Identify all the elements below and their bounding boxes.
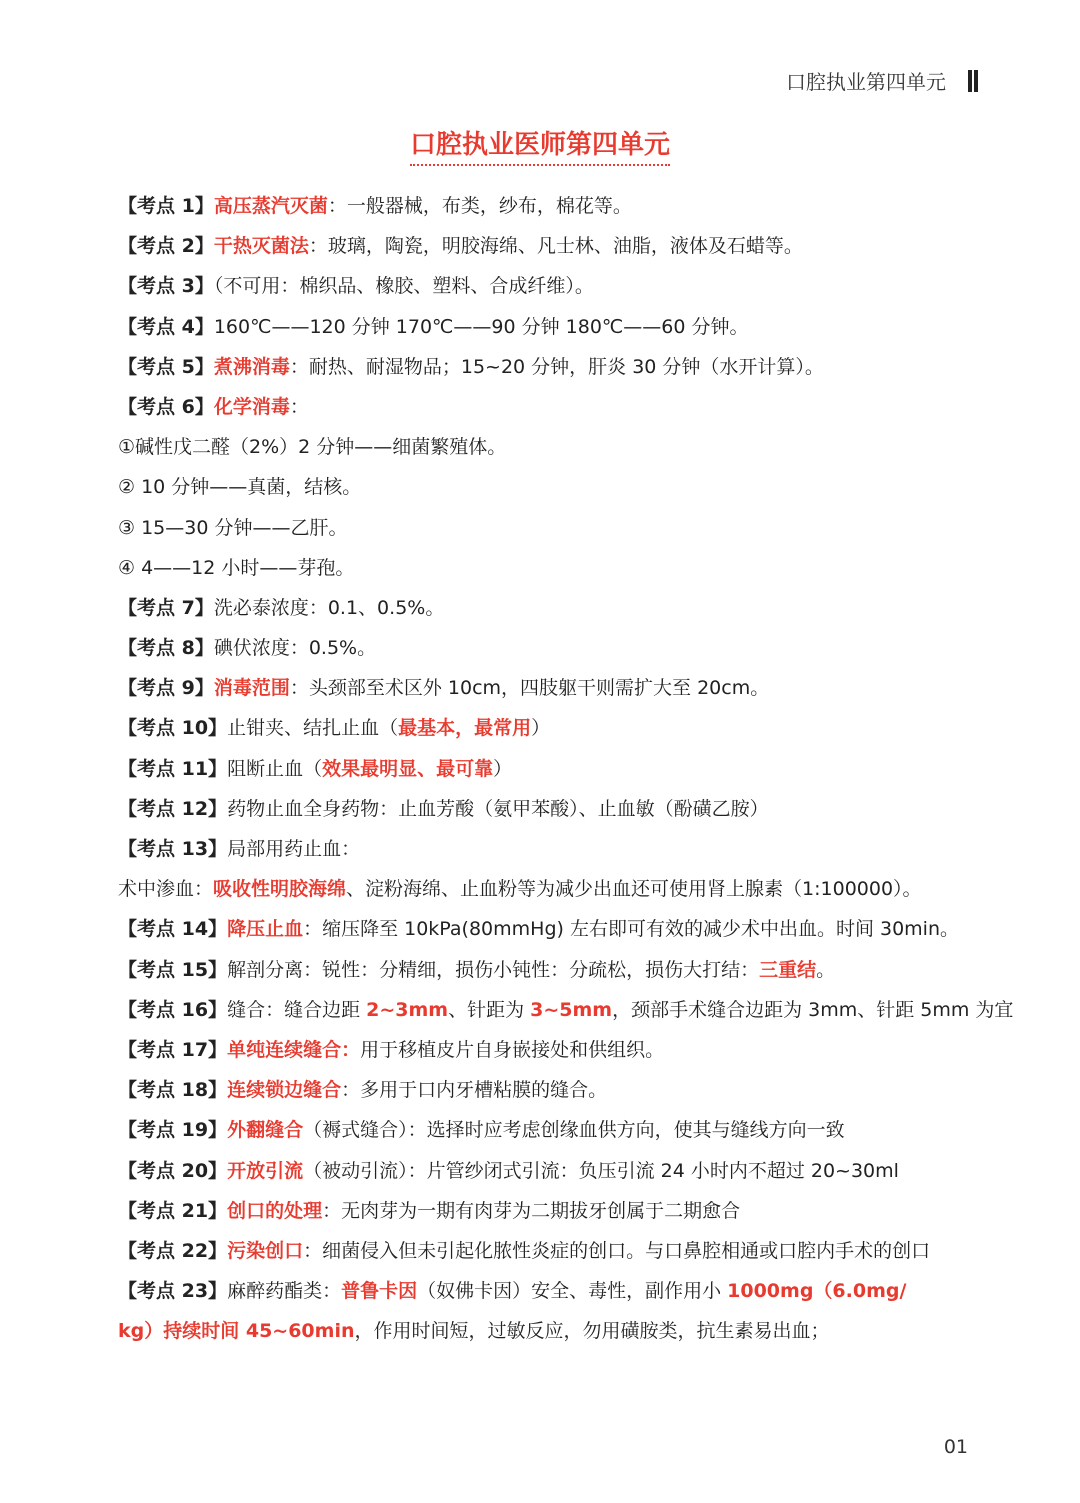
content-line (118, 1191, 978, 1231)
point-label: 【考点 14】 (118, 918, 228, 941)
content-line (118, 548, 978, 588)
point-label: 【考点 22】 (118, 1239, 228, 1262)
running-title: 口腔执业第四单元 (786, 70, 946, 94)
content-line (118, 950, 978, 990)
content-line (118, 749, 978, 789)
header-bar-decoration (968, 70, 972, 92)
point-label: 【考点 23】 (118, 1280, 228, 1303)
highlight-text: 化学消毒 (213, 395, 290, 418)
line-text: 止钳夹、结扎止血（ (227, 717, 399, 740)
content-line (118, 1311, 978, 1351)
page-title: 口腔执业医师第四单元 (410, 130, 670, 166)
content-line (118, 1231, 978, 1271)
line-text: 160℃——120 分钟 170℃——90 分钟 180℃——60 分钟。 (213, 315, 749, 338)
line-text: ：多用于口内牙槽粘膜的缝合。 (341, 1079, 608, 1102)
line-text: 缝合：缝合边距 (227, 998, 367, 1021)
line-text: 解剖分离：锐性：分精细，损伤小钝性：分疏松，损伤大打结： (227, 958, 760, 981)
line-text: （被动引流）：片管纱闭式引流：负压引流 24 小时内不超过 20~30ml (303, 1159, 899, 1182)
line-text: ④ 4——12 小时——芽孢。 (118, 556, 355, 579)
point-label: 【考点 1】 (118, 195, 214, 217)
content-line (118, 708, 978, 748)
content-line (118, 1271, 978, 1311)
page-number: 01 (943, 1436, 968, 1458)
highlight-text: 三重结 (759, 958, 817, 981)
line-text: ③ 15—30 分钟——乙肝。 (118, 516, 348, 539)
line-text: ，颈部手术缝合边距为 3mm、针距 5mm 为宜 (612, 998, 1014, 1021)
highlight-text: 开放引流 (227, 1159, 304, 1182)
highlight-text: 效果最明显、最可靠 (322, 757, 494, 780)
line-text: ①碱性戊二醛（2%）2 分钟——细菌繁殖体。 (118, 436, 507, 459)
line-text: ：无肉芽为一期有肉芽为二期拔牙创属于二期愈合 (322, 1199, 741, 1222)
point-label: 【考点 13】 (118, 838, 228, 860)
point-label: 【考点 17】 (118, 1038, 228, 1061)
line-text: （不可用：棉织品、橡胶、塑料、合成纤维）。 (213, 275, 594, 298)
highlight-text: 单纯连续缝合： (227, 1038, 361, 1061)
content-line (118, 588, 978, 628)
line-text: ，作用时间短，过敏反应，勿用磺胺类，抗生素易出血； (354, 1320, 830, 1343)
point-label: 【考点 21】 (118, 1199, 228, 1222)
content-line (118, 467, 978, 507)
point-label: 【考点 19】 (118, 1119, 228, 1142)
point-label: 【考点 7】 (118, 596, 214, 619)
point-label: 【考点 4】 (118, 315, 214, 338)
line-text: ：缩压降至 10kPa(80mmHg) 左右即可有效的减少术中出血。时间 30min。 (303, 918, 959, 941)
content-line (118, 1151, 978, 1191)
content-line (118, 628, 978, 668)
content-line (118, 307, 978, 347)
page-title-wrap (0, 124, 1080, 161)
highlight-text: 高压蒸汽灭菌 (213, 195, 328, 217)
content-line (118, 186, 978, 226)
line-text: 术中渗血： (118, 878, 214, 901)
point-label: 【考点 15】 (118, 958, 228, 981)
line-text: ：头颈部至术区外 10cm，四肢躯干则需扩大至 20cm。 (289, 677, 770, 700)
highlight-text: 干热灭菌法 (213, 235, 309, 258)
line-text: 。 (816, 958, 836, 981)
highlight-text: 普鲁卡因 (341, 1280, 418, 1303)
line-text: ：玻璃，陶瓷，明胶海绵、凡士林、油脂，液体及石蜡等。 (308, 235, 803, 258)
line-text: ② 10 分钟——真菌，结核。 (118, 476, 362, 499)
line-text: ： (289, 395, 309, 418)
highlight-text: 1000mg（6.0mg/ (727, 1280, 907, 1303)
running-header (786, 66, 972, 95)
highlight-text: 最基本，最常用 (398, 717, 532, 740)
content-line (118, 226, 978, 266)
point-label: 【考点 11】 (118, 757, 228, 780)
content-line (118, 347, 978, 387)
content-line (118, 1030, 978, 1070)
point-label: 【考点 8】 (118, 637, 214, 660)
line-text: ：一般器械，布类，纱布，棉花等。 (327, 195, 632, 217)
line-text: 、淀粉海绵、止血粉等为减少出血还可使用肾上腺素（1:100000）。 (346, 878, 922, 901)
line-text: 洗必泰浓度：0.1、0.5%。 (213, 596, 445, 619)
point-label: 【考点 12】 (118, 797, 228, 820)
content-line (118, 668, 978, 708)
content-line (118, 1070, 978, 1110)
content-line (118, 990, 1014, 1030)
point-label: 【考点 6】 (118, 395, 214, 418)
point-label: 【考点 18】 (118, 1079, 228, 1102)
highlight-text: 连续锁边缝合 (227, 1079, 342, 1102)
line-text: ：细菌侵入但未引起化脓性炎症的创口。与口鼻腔相通或口腔内手术的创口 (303, 1239, 931, 1262)
line-text: ：耐热、耐湿物品；15~20 分钟，肝炎 30 分钟（水开计算）。 (289, 355, 824, 378)
line-text: （奴佛卡因）安全、毒性，副作用小 (417, 1280, 728, 1303)
content-line (118, 1110, 978, 1150)
line-text: ） (493, 757, 513, 780)
content-body (118, 186, 1014, 1351)
point-label: 【考点 2】 (118, 235, 214, 258)
content-line (118, 266, 978, 306)
line-text: ） (531, 717, 551, 740)
highlight-text: 煮沸消毒 (213, 355, 290, 378)
point-label: 【考点 10】 (118, 717, 228, 740)
highlight-text: 2~3mm (366, 998, 449, 1021)
point-label: 【考点 5】 (118, 355, 214, 378)
line-text: 阻断止血（ (227, 757, 323, 780)
highlight-text: kg）持续时间 45~60min (118, 1320, 355, 1343)
content-line (118, 789, 978, 829)
highlight-text: 吸收性明胶海绵 (213, 878, 347, 901)
line-text: 碘伏浓度：0.5%。 (213, 637, 377, 660)
highlight-text: 降压止血 (227, 918, 304, 941)
line-text: 、针距为 (448, 998, 531, 1021)
highlight-text: 污染创口 (227, 1239, 304, 1262)
line-text: 药物止血全身药物：止血芳酸（氨甲苯酸）、止血敏（酚磺乙胺） (227, 797, 769, 820)
point-label: 【考点 20】 (118, 1159, 228, 1182)
highlight-text: 消毒范围 (213, 677, 290, 700)
content-line (118, 387, 978, 427)
content-line (118, 508, 978, 548)
line-text: （褥式缝合）：选择时应考虑创缘血供方向，使其与缝线方向一致 (303, 1119, 845, 1142)
content-line (118, 869, 978, 909)
point-label: 【考点 3】 (118, 275, 214, 298)
highlight-text: 3~5mm (530, 998, 613, 1021)
line-text: 局部用药止血： (227, 838, 361, 860)
content-line (118, 829, 978, 869)
point-label: 【考点 16】 (118, 998, 228, 1021)
line-text: 麻醉药酯类： (227, 1280, 342, 1303)
highlight-text: 创口的处理 (227, 1199, 323, 1222)
point-label: 【考点 9】 (118, 677, 214, 700)
content-line (118, 909, 978, 949)
content-line (118, 427, 978, 467)
line-text: 用于移植皮片自身嵌接处和供组织。 (360, 1038, 665, 1061)
highlight-text: 外翻缝合 (227, 1119, 304, 1142)
